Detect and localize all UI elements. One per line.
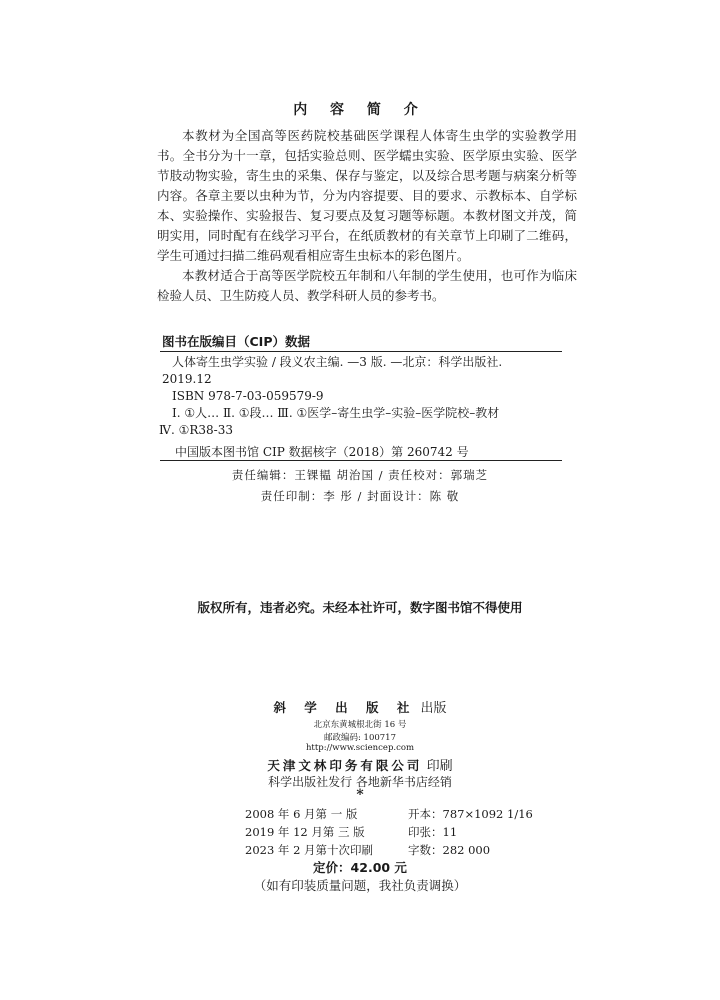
cip-line-date: 2019.12 — [162, 372, 212, 386]
format-size: 开本：787×1092 1/16 — [408, 807, 533, 821]
printer-name: 天津文林印务有限公司 — [267, 758, 423, 773]
quality-note: （如有印装质量问题，我社负责调换） — [253, 878, 467, 893]
credits-printing: 责任印制：李 彤 / 封面设计：陈 敬 — [260, 489, 460, 503]
format-sheets: 印张：11 — [408, 825, 458, 839]
publisher-suffix: 出版 — [420, 701, 447, 716]
credits-editors: 责任编辑：王锞韫 胡治国 / 责任校对：郭瑞芝 — [231, 468, 489, 482]
publisher-logo: 斜 学 出 版 社 — [273, 700, 417, 715]
distribution-line: 科学出版社发行 各地新华书店经销 — [268, 775, 452, 789]
cip-line-isbn: ISBN 978-7-03-059579-9 — [172, 389, 324, 403]
separator-star: * — [356, 787, 364, 803]
cip-title: 图书在版编目（CIP）数据 — [162, 334, 310, 349]
cip-line-call-number: Ⅳ. ①R38-33 — [159, 423, 234, 437]
edition-printing: 2023 年 2 月第十次印刷 — [245, 843, 374, 857]
printer-suffix: 印刷 — [426, 759, 453, 774]
cip-bottom-rule — [160, 460, 562, 461]
summary-title: 内 容 简 介 — [293, 102, 427, 118]
cip-top-rule — [160, 351, 562, 352]
publisher-postcode: 邮政编码: 100717 — [323, 733, 396, 743]
publisher-line — [0, 697, 720, 716]
price: 定价：42.00 元 — [313, 860, 407, 875]
publisher-address: 北京东黄城根北街 16 号 — [313, 720, 407, 730]
edition-first: 2008 年 6 月第 一 版 — [245, 807, 358, 821]
cip-line-title: 人体寄生虫学实验 / 段义农主编. —3 版. —北京：科学出版社. — [172, 355, 503, 369]
cip-record-number: 中国版本图书馆 CIP 数据核字（2018）第 260742 号 — [175, 445, 469, 459]
summary-paragraph-1: 本教材为全国高等医药院校基础医学课程人体寄生虫学的实验教学用书。全书分为十一章，包括实验总则、医学蠕虫实验、医学原虫实验、医学节肢动物实验，寄生虫的采集、保存与鉴定，以及综合思考题与病案分析等内容。各章主要以虫种为节，分为内容提要、目的要求、示教标本、自学标本、实验操作、实验报告、复习要点及复习题等标题。本教材图文并茂，简明实用，同时配有在线学习平台，在纸质教材的有关章节上印刷了二维码，学生可通过扫描二维码观看相应寄生虫标本的彩色图片。 — [157, 128, 577, 263]
publisher-url: http://www.sciencep.com — [305, 743, 415, 753]
cip-block — [159, 354, 562, 439]
printer-line — [0, 755, 720, 774]
format-word-count: 字数：282 000 — [408, 843, 491, 857]
summary-paragraph-2: 本教材适合于高等医学院校五年制和八年制的学生使用，也可作为临床检验人员、卫生防疫人员、教学科研人员的参考书。 — [157, 268, 577, 303]
copyright-notice: 版权所有，违者必究。未经本社许可，数字图书馆不得使用 — [197, 600, 523, 615]
cip-line-classification: Ⅰ. ①人… Ⅱ. ①段… Ⅲ. ①医学–寄生虫学–实验–医学院校–教材 — [172, 406, 500, 420]
edition-third: 2019 年 12 月第 三 版 — [245, 825, 365, 839]
